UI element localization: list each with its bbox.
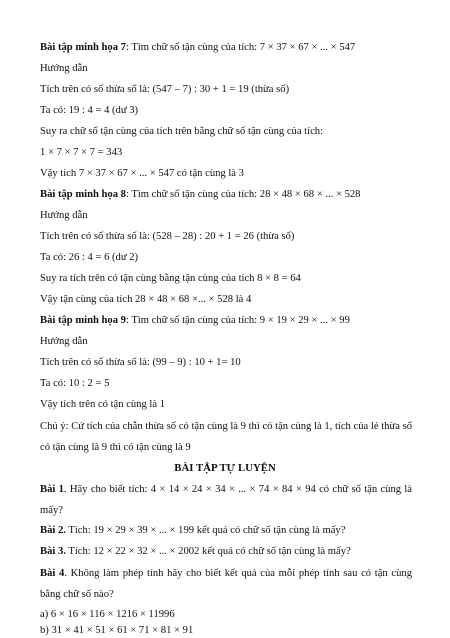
solution-line: Tích trên có số thừa số là: (547 – 7) : 30 + 1 = 19 (thừa số) (40, 84, 290, 95)
solution-line: Tích trên có số thừa số là: (99 – 9) : 10 + 1= 10 (40, 357, 241, 368)
guide-heading: Hướng dẫn (40, 63, 88, 74)
exercise-label: Bài 2. (40, 525, 66, 536)
solution-line: Suy ra chữ số tận cùng của tích trên bằng chữ số tận cùng của tích: (40, 126, 324, 137)
solution-line: Ta có: 19 : 4 = 4 (dư 3) (40, 105, 139, 116)
example-9-question: Bài tập minh họa 9: Tìm chữ số tận cùng của tích: 9 × 19 × 29 × ... × 99 (40, 315, 350, 326)
exercise-3: Bài 3. Tích: 12 × 22 × 32 × ... × 2002 kết quả có chữ số tận cùng là mấy? (40, 546, 351, 557)
guide-heading: Hướng dẫn (40, 210, 88, 221)
exercise-4a: a) 6 × 16 × 116 × 1216 × 11996 (40, 609, 175, 620)
solution-line: Suy ra tích trên có tận cùng bằng tận cùng của tích 8 × 8 = 64 (40, 273, 301, 284)
solution-line: Vậy tích 7 × 37 × 67 × ... × 547 có tận cùng là 3 (40, 168, 244, 179)
solution-line: Vậy tích trên có tận cùng là 1 (40, 399, 166, 410)
solution-line: Vậy tận cùng của tích 28 × 48 × 68 ×... × 528 là 4 (40, 294, 252, 305)
practice-heading: BÀI TẬP TỰ LUYỆN (174, 462, 276, 474)
solution-line: 1 × 7 × 7 × 7 = 343 (40, 147, 123, 158)
exercise-label: Bài 4 (40, 568, 65, 579)
example-8-question: Bài tập minh họa 8: Tìm chữ số tận cùng của tích: 28 × 48 × 68 × ... × 528 (40, 189, 361, 200)
example-label: Bài tập minh họa 7 (40, 42, 126, 53)
solution-line: Ta có: 26 : 4 = 6 (dư 2) (40, 252, 139, 263)
solution-line: Ta có: 10 : 2 = 5 (40, 378, 110, 389)
exercise-1: Bài 1. Hãy cho biết tích: 4 × 14 × 24 × 34 × ... × 74 × 84 × 94 có chữ số tận cùng là mấy? (40, 484, 412, 516)
example-7-question: Bài tập minh họa 7: Tìm chữ số tận cùng của tích: 7 × 37 × 67 × ... × 547 (40, 42, 356, 53)
example-label: Bài tập minh họa 9 (40, 315, 126, 326)
exercise-4b: b) 31 × 41 × 51 × 61 × 71 × 81 × 91 (40, 625, 194, 636)
exercise-2: Bài 2. Tích: 19 × 29 × 39 × ... × 199 kết quả có chữ số tận cùng là mấy? (40, 525, 346, 536)
note-paragraph: Chú ý: Cứ tích của chẵn thừa số có tận cùng là 9 thì có tận cùng là 1, tích của lẻ thừa số có tận cùng là 9 thì có tận cùng là 9 (40, 421, 412, 453)
exercise-label: Bài 3. (40, 546, 66, 557)
exercise-label: Bài 1 (40, 484, 64, 495)
guide-heading: Hướng dẫn (40, 336, 88, 347)
exercise-4: Bài 4. Không làm phép tính hãy cho biết kết quả của mỗi phép tính sau có tận cùng bằng chữ số nào? (40, 568, 412, 600)
example-label: Bài tập minh họa 8 (40, 189, 126, 200)
solution-line: Tích trên có số thừa số là: (528 – 28) : 20 + 1 = 26 (thừa số) (40, 231, 295, 242)
